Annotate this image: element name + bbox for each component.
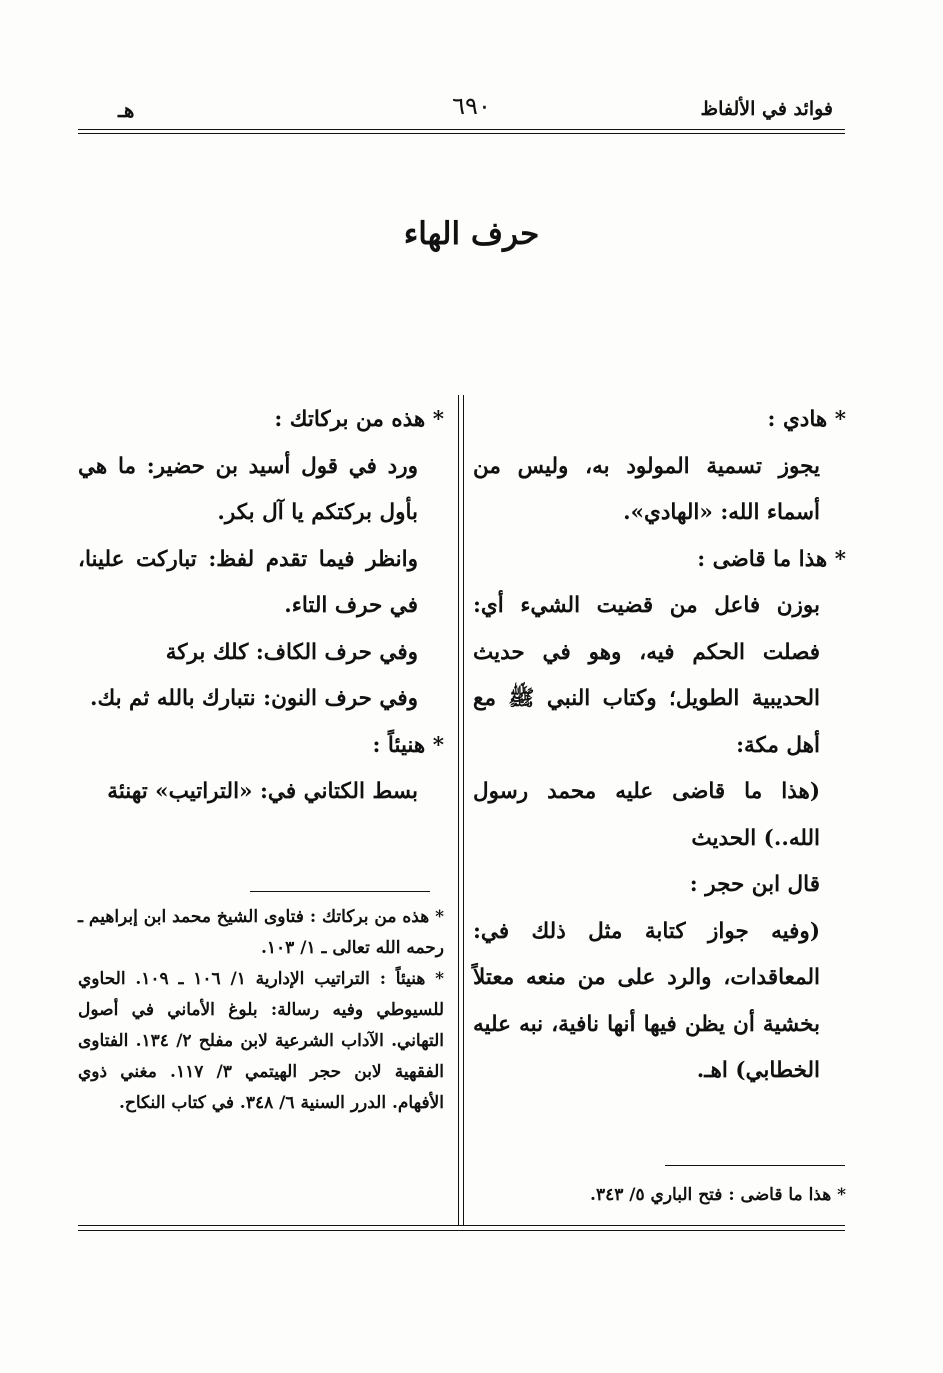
entry-heading: * هذا ما قاضى : [697,546,846,572]
header-rule [78,129,845,130]
right-column [473,397,846,1095]
right-footnotes [473,1180,846,1211]
page-number: ٦٩٠ [452,92,491,120]
paragraph: قال ابن حجر : [689,872,820,897]
footnote: * هنيئاً : التراتيب الإدارية ١/ ١٠٦ ـ ١٠٩. الحاوي للسيوطي وفيه رسالة: بلوغ الأماني في أصول التهاني. الآداب الشرعية لابن مفلح ٢/ ١٣٤. الفتاوى الفقهية لابن حجر الهيتمي ٣/ ١١٧. مغني ذوي الأفهام. الدرر السنية ٦/ ٣٤٨. في كتاب النكاح. [78,969,444,1113]
entry-heading: * هادي : [767,407,846,432]
paragraph: وفي حرف الكاف: كلك بركة [165,639,418,665]
paragraph: وانظر فيما تقدم لفظ: تباركت علينا، في حرف التاء. [78,546,418,618]
chapter-title: حرف الهاء [403,216,540,252]
paragraph: (وفيه جواز كتابة مثل ذلك في: المعاقدات، والرد على من منعه معتلاً بخشية أن يظن فيها أنها نافية، نبه عليه الخطابي) اهـ. [473,918,820,1083]
column-divider-2 [463,395,464,1225]
footer-rule [78,1225,845,1226]
running-header [0,92,943,132]
paragraph: وفي حرف النون: نتبارك بالله ثم بك. [89,686,418,711]
header-rule-2 [78,133,845,134]
paragraph: يجوز تسمية المولود به، وليس من أسماء الله: «الهادي». [473,453,820,525]
entry-heading: * هنيئاً : [372,732,444,758]
footnote-rule-left [250,891,430,892]
footer-rule-2 [78,1230,845,1231]
paragraph: (هذا ما قاضى عليه محمد رسول الله..) الحديث [473,779,820,851]
entry-heading: * هذه من بركاتك : [274,407,444,432]
paragraph: بسط الكتاني في: «التراتيب» تهنئة [107,779,418,804]
left-footnotes [78,902,444,1119]
left-column [78,397,444,816]
footnote-rule-right [665,1165,845,1166]
paragraph: بوزن فاعل من قضيت الشيء أي: فصلت الحكم فيه، وهو في حديث الحديبية الطويل؛ وكتاب النبي ﷺ مع أهل مكة: [473,593,820,758]
header-letter: هـ [118,98,135,122]
footnote: * هذا ما قاضى : فتح الباري ٥/ ٣٤٣. [590,1185,846,1205]
footnote: * هذه من بركاتك : فتاوى الشيخ محمد ابن إبراهيم ـ رحمه الله تعالى ـ ١/ ١٠٣. [78,907,444,958]
header-book-title: فوائد في الألفاظ [700,98,833,120]
column-divider [458,395,459,1225]
paragraph: ورد في قول أسيد بن حضير: ما هي بأول بركتكم يا آل بكر. [78,453,418,525]
